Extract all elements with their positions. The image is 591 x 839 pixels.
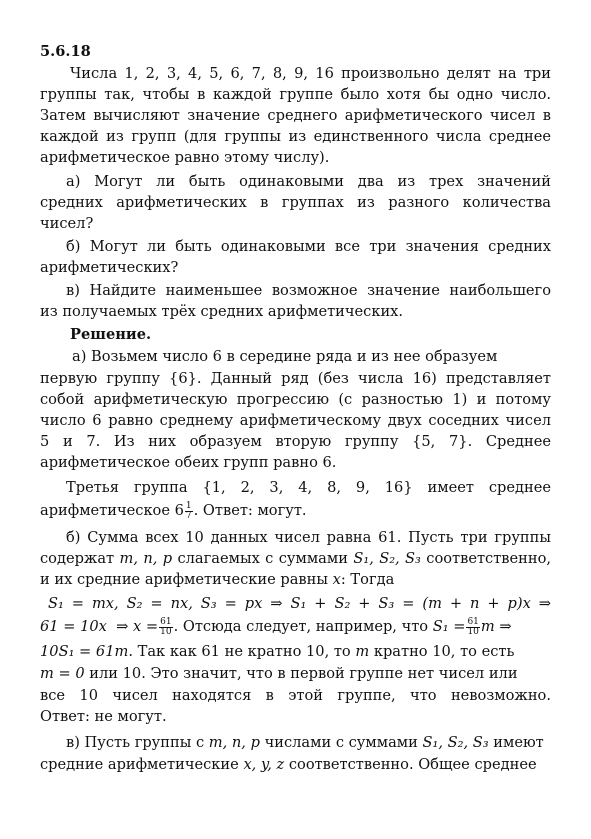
answer-a: . Ответ: могут. (193, 502, 307, 519)
solution-heading: Решение. (70, 326, 152, 343)
fraction-61-10: $\frac{61}{10}$ (160, 616, 172, 637)
text-line: Затем вычисляют значение среднего арифметического чисел в (40, 107, 551, 124)
text-line: собой арифметическую прогрессию (с разностью 1) и потому (40, 391, 551, 408)
text-line: первую группу {6}. Данный ряд (без числа 16) представляет (40, 370, 551, 387)
text-line: Числа 1, 2, 3, 4, 5, 6, 7, 8, 9, 16 произвольно делят на три (70, 65, 551, 82)
text-line: и их средние арифметические равны x: Тогда (40, 571, 395, 588)
problem-number: 5.6.18 (40, 43, 91, 60)
text-line: 5 и 7. Из них образуем вторую группу {5, 7}. Среднее (40, 433, 551, 450)
text-line: m = 0 или 10. Это значит, что в первой группе нет чисел или (40, 665, 518, 682)
question-a-line: а) Могут ли быть одинаковыми два из трех значений (66, 173, 551, 190)
fraction-61-10: $\frac{61}{10}$ (467, 616, 479, 637)
text-line: число 6 равно среднему арифметическому двух соседних чисел (40, 412, 551, 429)
text-line: группы так, чтобы в каждой группе было хотя бы одно число. (40, 86, 551, 103)
text-line: содержат m, n, p слагаемых с суммами S₁, S₂, S₃ соответственно, (40, 550, 552, 567)
solution-c-line: в) Пусть группы с m, n, p числами с суммами S₁, S₂, S₃ имеют (66, 734, 544, 751)
text-line: средние арифметические x, y, z соответственно. Общее среднее (40, 756, 537, 773)
text-line: из получаемых трёх средних арифметических. (40, 303, 404, 320)
question-c-line: в) Найдите наименьшее возможное значение наибольшего (66, 282, 551, 299)
fraction-one-seventh: $\frac{1}{7}$ (185, 500, 192, 521)
formula-line: 61 = 10x ⇒ x = $\frac{61}{10}$ . Отсюда следует, например, что S₁ = $\frac{61}{10}$ m ⇒ (40, 616, 512, 637)
text-line: чисел? (40, 215, 94, 232)
question-b-line: б) Могут ли быть одинаковыми все три значения средних (66, 238, 551, 255)
text-line: 10S₁ = 61m. Так как 61 не кратно 10, то m кратно 10, то есть (40, 643, 515, 660)
solution-b-line: б) Сумма всех 10 данных чисел равна 61. Пусть три группы (66, 529, 551, 546)
answer-b: Ответ: не могут. (40, 708, 167, 725)
text-line: все 10 чисел находятся в этой группе, что невозможно. (40, 687, 551, 704)
text-line: арифметическое равно этому числу). (40, 149, 330, 166)
formula-line: S₁ = mx, S₂ = nx, S₃ = px ⇒ S₁ + S₂ + S₃ = (m + n + p)x ⇒ (48, 595, 552, 612)
text-fragment: арифметическое 6 (40, 502, 184, 519)
solution-a-line: а) Возьмем число 6 в середине ряда и из нее образуем (72, 348, 498, 365)
text-line: арифметическое обеих групп равно 6. (40, 454, 337, 471)
text-line (40, 501, 551, 522)
text-line: средних арифметических в группах из разного количества (40, 194, 551, 211)
text-line: Третья группа {1, 2, 3, 4, 8, 9, 16} имеет среднее (66, 479, 551, 496)
text-line: арифметических? (40, 259, 179, 276)
text-line: каждой из групп (для группы из единственного числа среднее (40, 128, 551, 145)
